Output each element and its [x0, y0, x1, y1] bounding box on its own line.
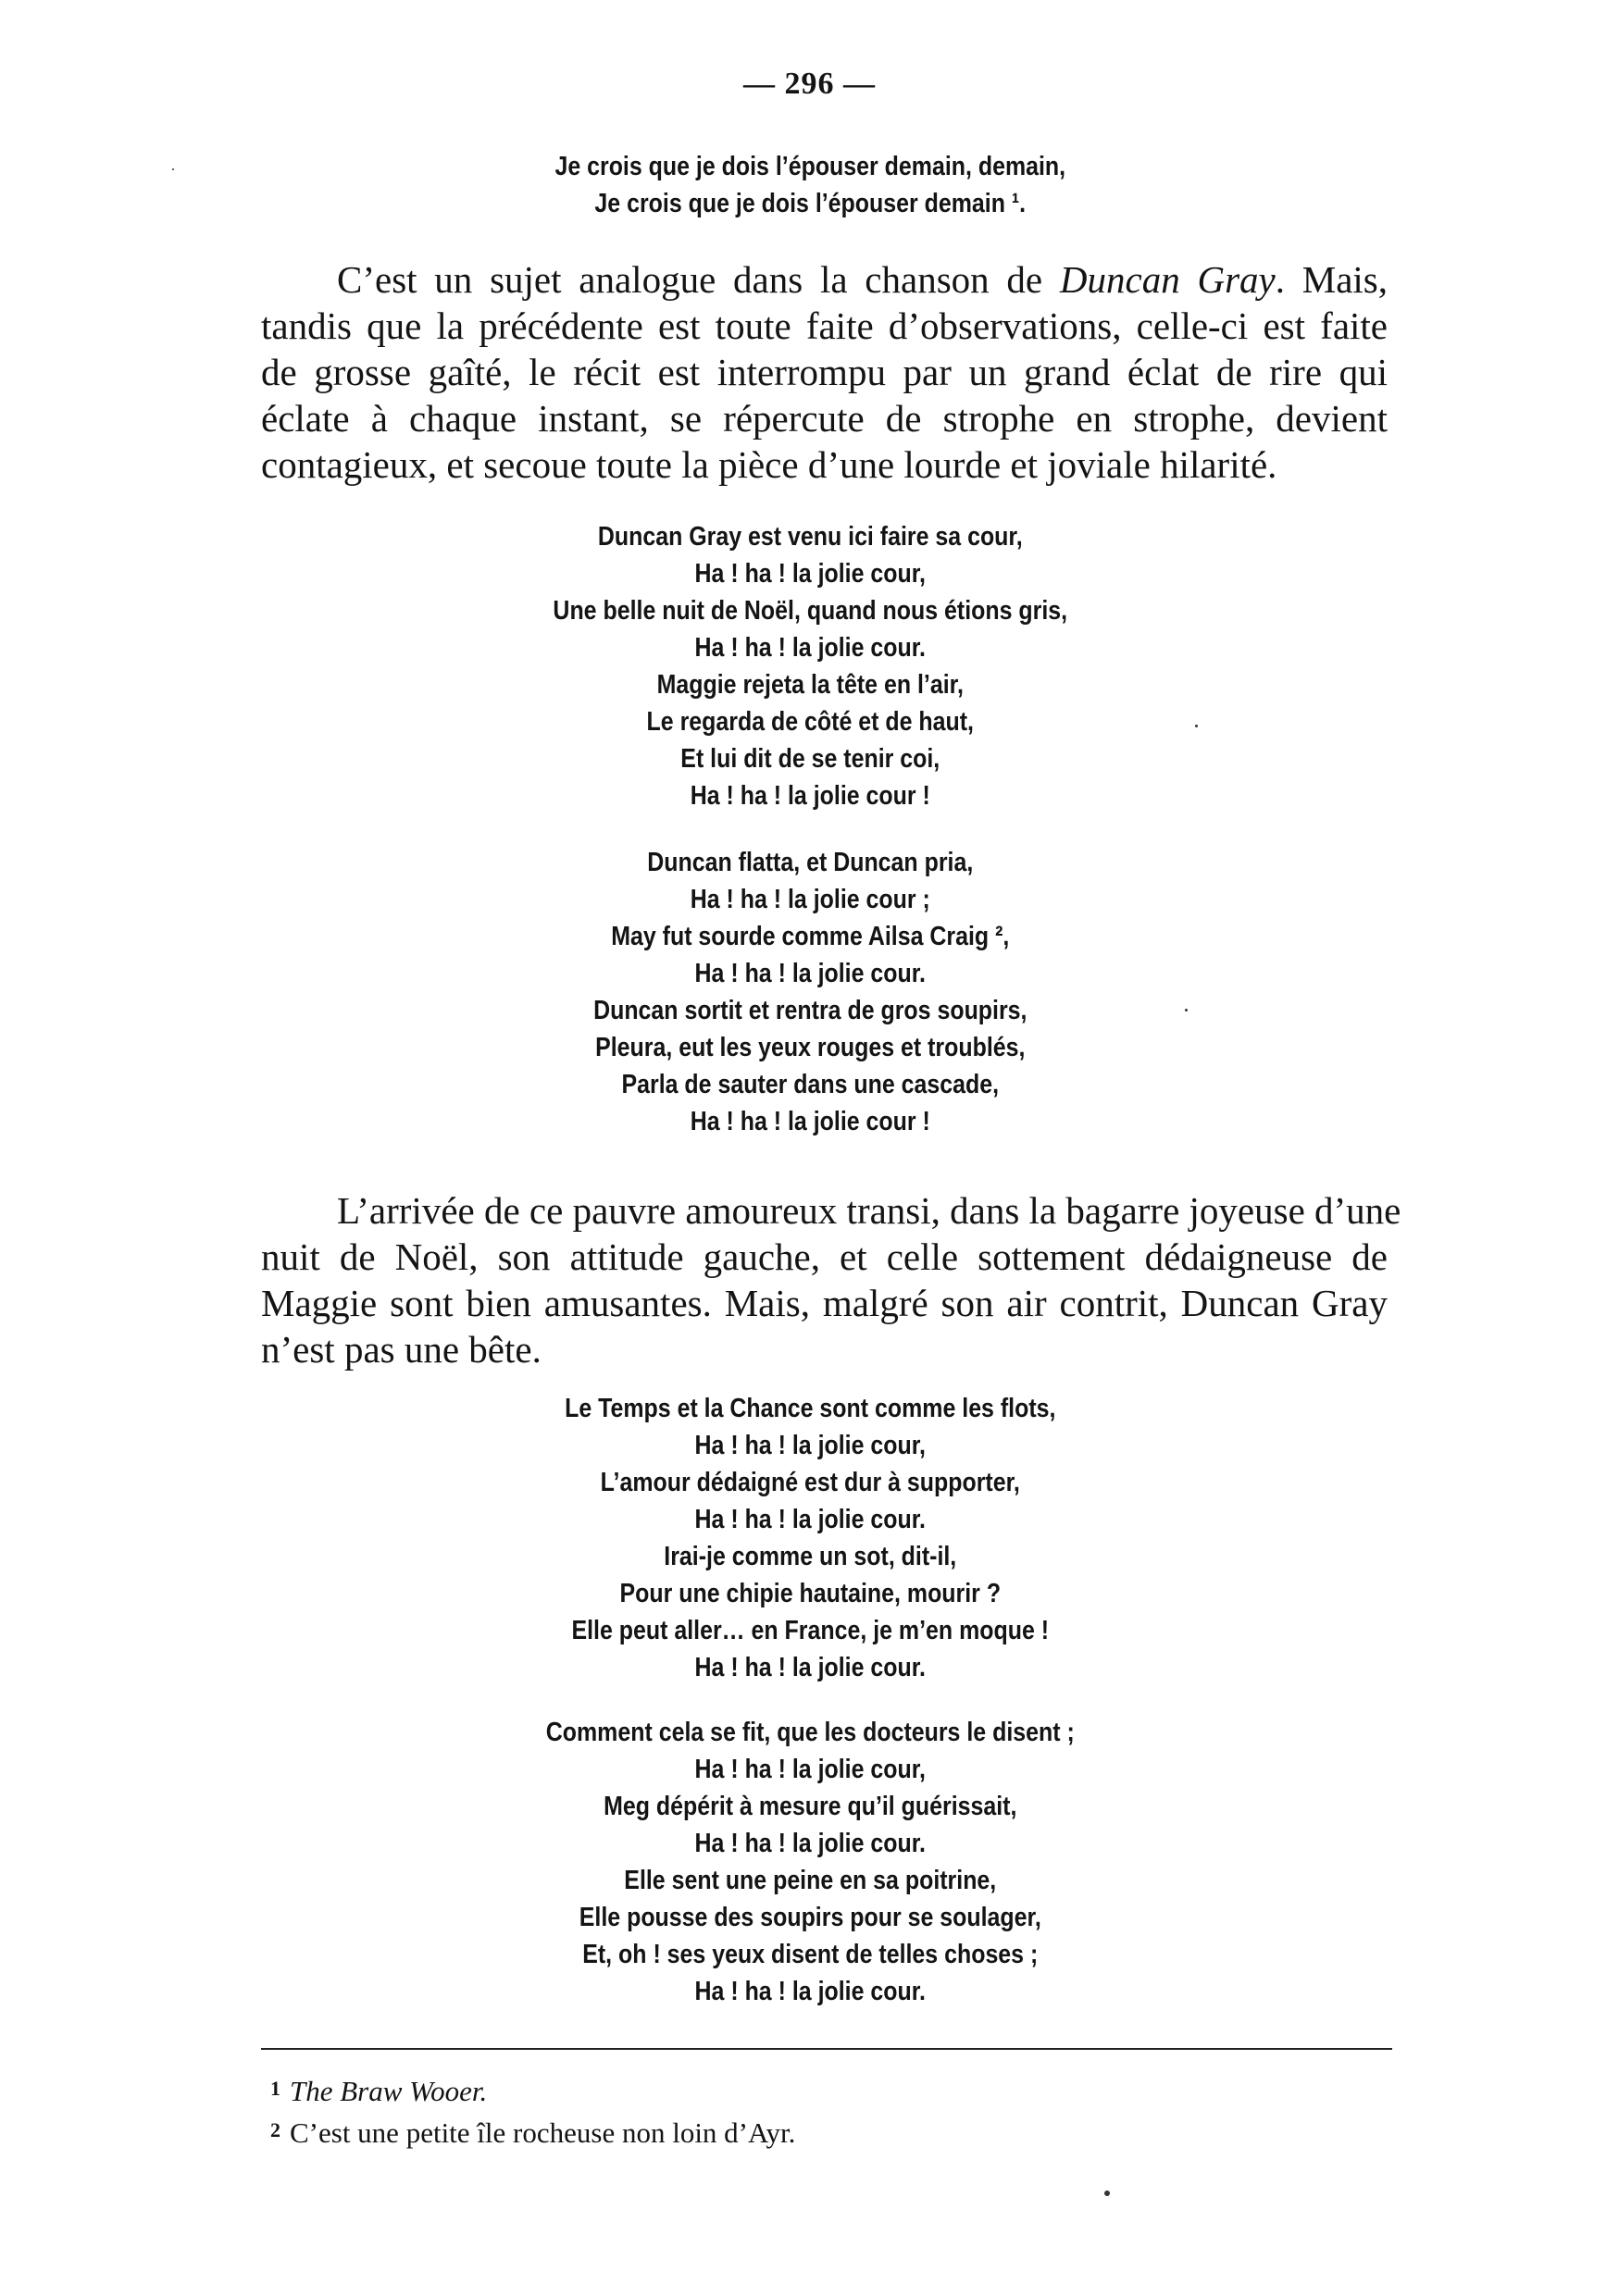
scan-speck	[1104, 2191, 1110, 2196]
paragraph-line: contagieux, et secoue toute la pièce d’une lourde et joviale hilarité.	[261, 443, 1277, 486]
verse-line: Ha ! ha ! la jolie cour.	[694, 1977, 926, 2006]
paragraph-line: éclate à chaque instant, se répercute de strophe en strophe, devient	[261, 397, 1388, 440]
song-title: Duncan Gray	[1059, 258, 1276, 301]
verse-line: Ha ! ha ! la jolie cour.	[694, 959, 926, 988]
verse-line: May fut sourde comme Ailsa Craig ²,	[611, 922, 1010, 951]
scan-speck	[1195, 725, 1198, 727]
verse-line: Ha ! ha ! la jolie cour.	[694, 1653, 926, 1682]
paragraph-1	[261, 256, 1388, 488]
footnote-text: C’est une petite île rocheuse non loin d’Ayr.	[290, 2116, 796, 2149]
verse-line: Et lui dit de se tenir coi,	[680, 744, 940, 774]
verse-line: Elle peut aller… en France, je m’en moque !	[571, 1616, 1050, 1645]
stanza-1	[114, 518, 1506, 814]
verse-line: Le regarda de côté et de haut,	[646, 707, 974, 737]
verse-line: Et, oh ! ses yeux disent de telles choses ;	[582, 1940, 1039, 1969]
verse-line: Ha ! ha ! la jolie cour !	[690, 781, 930, 811]
verse-line: L’amour dédaigné est dur à supporter,	[600, 1468, 1020, 1497]
footnote-text: The Braw Wooer.	[290, 2075, 488, 2107]
scan-speck	[172, 168, 174, 170]
paragraph-line	[261, 256, 1388, 303]
paragraph-line: de grosse gaîté, le récit est interrompu par un grand éclat de rire qui	[261, 351, 1388, 393]
verse-line: Ha ! ha ! la jolie cour.	[694, 1829, 926, 1858]
paragraph-text: . Mais,	[1275, 258, 1388, 301]
verse-line: Elle sent une peine en sa poitrine,	[624, 1866, 997, 1895]
paragraph-line: n’est pas une bête.	[261, 1328, 542, 1371]
stanza-4	[114, 1714, 1506, 2010]
verse-line: Ha ! ha ! la jolie cour ;	[690, 885, 930, 914]
footnote-2	[270, 2111, 795, 2153]
verse-line: Parla de sauter dans une cascade,	[621, 1070, 1000, 1099]
stanza-3	[114, 1390, 1506, 1686]
verse-line: Je crois que je dois l’épouser demain, demain,	[554, 152, 1066, 181]
paragraph-2	[261, 1187, 1401, 1372]
footnote-number: 2	[270, 2118, 280, 2141]
verse-line: Maggie rejeta la tête en l’air,	[656, 670, 964, 700]
paragraph-line: L’arrivée de ce pauvre amoureux transi, dans la bagarre joyeuse d’une	[337, 1189, 1401, 1232]
paragraph-text: C’est un sujet analogue dans la chanson de	[337, 258, 1060, 301]
verse-intro	[114, 148, 1506, 222]
paragraph-line: nuit de Noël, son attitude gauche, et celle sottement dédaigneuse de	[261, 1235, 1388, 1278]
verse-line: Ha ! ha ! la jolie cour,	[694, 559, 926, 589]
verse-line: Duncan Gray est venu ici faire sa cour,	[597, 522, 1023, 552]
verse-line: Ha ! ha ! la jolie cour !	[690, 1107, 930, 1136]
verse-line: Comment cela se fit, que les docteurs le disent ;	[545, 1718, 1075, 1747]
footnotes	[270, 2069, 795, 2153]
paragraph-line: Maggie sont bien amusantes. Mais, malgré son air contrit, Duncan Gray	[261, 1282, 1388, 1324]
verse-line: Ha ! ha ! la jolie cour,	[694, 1431, 926, 1460]
verse-line: Le Temps et la Chance sont comme les flots,	[565, 1394, 1056, 1423]
verse-line: Pour une chipie hautaine, mourir ?	[619, 1579, 1002, 1608]
verse-line: Je crois que je dois l’épouser demain ¹.	[594, 189, 1027, 218]
verse-line: Duncan sortit et rentra de gros soupirs,	[593, 996, 1027, 1025]
verse-line: Irai-je comme un sot, dit-il,	[664, 1542, 957, 1571]
paragraph-line: tandis que la précédente est toute faite d’observations, celle-ci est faite	[261, 304, 1388, 347]
verse-line: Ha ! ha ! la jolie cour.	[694, 1505, 926, 1534]
verse-line: Meg dépérit à mesure qu’il guérissait,	[604, 1792, 1017, 1821]
footnote-1	[270, 2069, 795, 2111]
verse-line: Ha ! ha ! la jolie cour,	[694, 1755, 926, 1784]
verse-line: Ha ! ha ! la jolie cour.	[694, 633, 926, 663]
stanza-2	[114, 844, 1506, 1140]
verse-line: Elle pousse des soupirs pour se soulager,	[579, 1903, 1041, 1932]
footnote-number: 1	[270, 2077, 280, 2100]
footnote-divider	[261, 2048, 1392, 2050]
page-number: — 296 —	[743, 67, 876, 101]
verse-line: Pleura, eut les yeux rouges et troublés,	[595, 1033, 1026, 1062]
verse-line: Une belle nuit de Noël, quand nous étions gris,	[553, 596, 1068, 626]
scan-speck	[1185, 1009, 1188, 1011]
verse-line: Duncan flatta, et Duncan pria,	[647, 848, 974, 877]
